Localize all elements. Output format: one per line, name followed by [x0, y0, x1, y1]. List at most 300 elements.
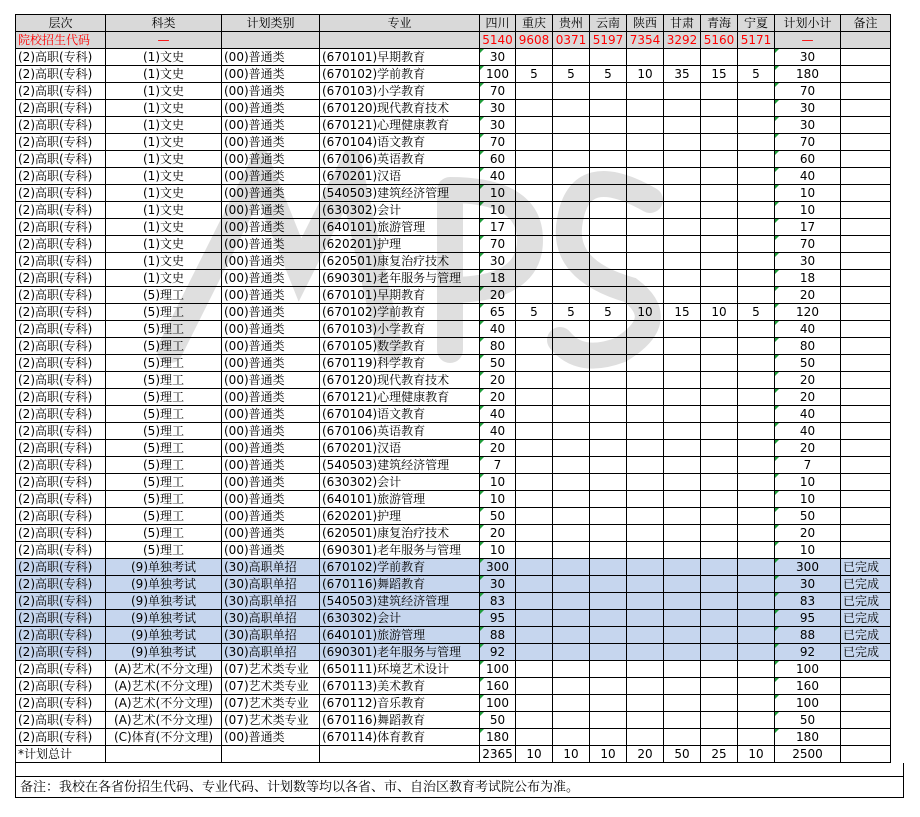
table-cell[interactable]: (690301)老年服务与管理 [320, 644, 480, 661]
table-cell[interactable] [627, 661, 664, 678]
table-cell[interactable]: 70 [775, 83, 841, 100]
table-cell[interactable]: 20 [480, 287, 516, 304]
table-cell[interactable]: 20 [775, 287, 841, 304]
table-cell[interactable] [664, 389, 701, 406]
table-cell[interactable]: (2)高职(专科) [16, 627, 106, 644]
table-cell[interactable] [516, 355, 553, 372]
table-cell[interactable] [841, 253, 891, 270]
table-cell[interactable]: (30)高职单招 [222, 644, 320, 661]
table-cell[interactable] [516, 508, 553, 525]
table-cell[interactable]: 15 [664, 304, 701, 321]
table-cell[interactable]: 50 [664, 746, 701, 763]
table-cell[interactable]: 10 [775, 542, 841, 559]
table-cell[interactable]: 10 [480, 474, 516, 491]
table-cell[interactable]: (5)理工 [106, 508, 222, 525]
table-cell[interactable] [738, 525, 775, 542]
table-cell[interactable]: (00)普通类 [222, 117, 320, 134]
table-cell[interactable]: (2)高职(专科) [16, 678, 106, 695]
table-cell[interactable] [590, 729, 627, 746]
table-cell[interactable]: (1)文史 [106, 253, 222, 270]
table-cell[interactable]: (9)单独考试 [106, 610, 222, 627]
table-cell[interactable] [627, 355, 664, 372]
table-cell[interactable] [841, 151, 891, 168]
table-cell[interactable]: 40 [775, 406, 841, 423]
table-cell[interactable] [664, 83, 701, 100]
table-cell[interactable]: 5 [553, 66, 590, 83]
table-cell[interactable]: (670121)心理健康教育 [320, 389, 480, 406]
table-cell[interactable] [738, 372, 775, 389]
table-cell[interactable] [664, 678, 701, 695]
table-cell[interactable]: (2)高职(专科) [16, 440, 106, 457]
table-cell[interactable] [590, 695, 627, 712]
table-cell[interactable] [222, 32, 320, 49]
table-cell[interactable] [553, 355, 590, 372]
table-cell[interactable]: (1)文史 [106, 168, 222, 185]
table-cell[interactable]: (00)普通类 [222, 440, 320, 457]
table-cell[interactable] [553, 729, 590, 746]
table-cell[interactable]: 已完成 [841, 559, 891, 576]
table-cell[interactable] [590, 287, 627, 304]
table-cell[interactable] [738, 576, 775, 593]
table-cell[interactable]: 120 [775, 304, 841, 321]
table-cell[interactable] [553, 627, 590, 644]
table-cell[interactable]: 50 [480, 355, 516, 372]
table-cell[interactable] [516, 151, 553, 168]
table-cell[interactable] [627, 406, 664, 423]
table-cell[interactable]: 10 [480, 185, 516, 202]
table-cell[interactable]: (2)高职(专科) [16, 66, 106, 83]
table-cell[interactable] [516, 423, 553, 440]
table-cell[interactable]: 10 [738, 746, 775, 763]
table-cell[interactable] [516, 695, 553, 712]
table-cell[interactable] [664, 185, 701, 202]
table-cell[interactable] [701, 661, 738, 678]
table-cell[interactable]: (670116)舞蹈教育 [320, 576, 480, 593]
table-cell[interactable]: (00)普通类 [222, 355, 320, 372]
table-cell[interactable] [738, 83, 775, 100]
table-cell[interactable] [841, 542, 891, 559]
table-cell[interactable] [738, 185, 775, 202]
table-cell[interactable] [664, 321, 701, 338]
table-cell[interactable] [553, 406, 590, 423]
table-cell[interactable] [553, 712, 590, 729]
table-cell[interactable] [664, 525, 701, 542]
table-cell[interactable]: 5 [738, 66, 775, 83]
table-cell[interactable] [590, 576, 627, 593]
table-cell[interactable]: (5)理工 [106, 423, 222, 440]
table-cell[interactable]: (2)高职(专科) [16, 253, 106, 270]
table-cell[interactable]: 5140 [480, 32, 516, 49]
table-cell[interactable]: (2)高职(专科) [16, 202, 106, 219]
table-cell[interactable] [664, 100, 701, 117]
table-cell[interactable] [516, 338, 553, 355]
table-cell[interactable] [516, 100, 553, 117]
table-cell[interactable] [627, 83, 664, 100]
table-cell[interactable]: (5)理工 [106, 542, 222, 559]
table-cell[interactable]: (00)普通类 [222, 372, 320, 389]
table-cell[interactable] [664, 644, 701, 661]
table-cell[interactable]: (670114)体育教育 [320, 729, 480, 746]
table-cell[interactable] [590, 542, 627, 559]
table-cell[interactable]: (670201)汉语 [320, 168, 480, 185]
table-cell[interactable] [664, 151, 701, 168]
table-cell[interactable] [627, 202, 664, 219]
table-cell[interactable] [627, 134, 664, 151]
table-cell[interactable] [627, 321, 664, 338]
col-header-subtotal[interactable]: 计划小计 [775, 15, 841, 32]
col-header-shaanxi[interactable]: 陕西 [627, 15, 664, 32]
table-cell[interactable] [627, 627, 664, 644]
table-cell[interactable] [553, 270, 590, 287]
table-cell[interactable] [553, 457, 590, 474]
table-cell[interactable]: (A)艺术(不分文理) [106, 712, 222, 729]
table-cell[interactable]: 80 [480, 338, 516, 355]
table-cell[interactable]: 20 [480, 525, 516, 542]
table-cell[interactable] [553, 202, 590, 219]
table-cell[interactable] [590, 338, 627, 355]
table-cell[interactable] [841, 406, 891, 423]
table-cell[interactable]: (2)高职(专科) [16, 525, 106, 542]
table-cell[interactable]: (9)单独考试 [106, 576, 222, 593]
table-cell[interactable] [627, 712, 664, 729]
table-cell[interactable] [590, 661, 627, 678]
table-cell[interactable]: (00)普通类 [222, 270, 320, 287]
table-cell[interactable] [738, 661, 775, 678]
table-cell[interactable]: 92 [775, 644, 841, 661]
table-cell[interactable] [627, 610, 664, 627]
table-cell[interactable] [841, 202, 891, 219]
table-cell[interactable]: (1)文史 [106, 100, 222, 117]
table-cell[interactable] [627, 151, 664, 168]
table-cell[interactable]: (A)艺术(不分文理) [106, 661, 222, 678]
col-header-plan-type[interactable]: 计划类别 [222, 15, 320, 32]
table-cell[interactable] [320, 32, 480, 49]
table-cell[interactable] [664, 253, 701, 270]
table-cell[interactable]: (2)高职(专科) [16, 372, 106, 389]
table-cell[interactable]: 40 [480, 406, 516, 423]
table-cell[interactable] [664, 559, 701, 576]
table-cell[interactable]: 5197 [590, 32, 627, 49]
table-cell[interactable]: 17 [480, 219, 516, 236]
table-cell[interactable] [738, 168, 775, 185]
table-cell[interactable] [627, 491, 664, 508]
table-cell[interactable] [841, 100, 891, 117]
table-cell[interactable]: (00)普通类 [222, 49, 320, 66]
table-cell[interactable]: 20 [627, 746, 664, 763]
table-cell[interactable] [664, 406, 701, 423]
table-cell[interactable]: 88 [480, 627, 516, 644]
table-cell[interactable]: 83 [775, 593, 841, 610]
table-cell[interactable] [516, 219, 553, 236]
table-cell[interactable]: 30 [480, 117, 516, 134]
table-cell[interactable] [516, 287, 553, 304]
table-cell[interactable]: (670201)汉语 [320, 440, 480, 457]
table-cell[interactable] [627, 270, 664, 287]
table-cell[interactable]: 已完成 [841, 576, 891, 593]
table-cell[interactable] [590, 83, 627, 100]
table-cell[interactable] [516, 644, 553, 661]
table-cell[interactable] [841, 491, 891, 508]
table-cell[interactable]: (00)普通类 [222, 729, 320, 746]
table-cell[interactable] [553, 440, 590, 457]
table-cell[interactable] [590, 185, 627, 202]
table-cell[interactable] [841, 474, 891, 491]
table-cell[interactable] [590, 270, 627, 287]
table-cell[interactable]: (2)高职(专科) [16, 542, 106, 559]
table-cell[interactable]: (2)高职(专科) [16, 168, 106, 185]
table-cell[interactable]: 5171 [738, 32, 775, 49]
table-cell[interactable] [664, 661, 701, 678]
table-cell[interactable] [516, 440, 553, 457]
table-cell[interactable]: (2)高职(专科) [16, 593, 106, 610]
table-cell[interactable] [627, 576, 664, 593]
table-cell[interactable] [841, 389, 891, 406]
table-cell[interactable]: 5 [738, 304, 775, 321]
table-cell[interactable]: 20 [775, 372, 841, 389]
table-cell[interactable]: 30 [480, 576, 516, 593]
table-cell[interactable] [841, 168, 891, 185]
table-cell[interactable]: (30)高职单招 [222, 593, 320, 610]
table-cell[interactable]: (00)普通类 [222, 100, 320, 117]
table-cell[interactable] [516, 253, 553, 270]
table-cell[interactable]: 180 [480, 729, 516, 746]
table-cell[interactable] [664, 117, 701, 134]
table-cell[interactable]: (9)单独考试 [106, 627, 222, 644]
table-cell[interactable]: 95 [775, 610, 841, 627]
table-cell[interactable] [841, 134, 891, 151]
table-cell[interactable] [738, 219, 775, 236]
table-cell[interactable] [738, 695, 775, 712]
table-cell[interactable]: (540503)建筑经济管理 [320, 185, 480, 202]
table-cell[interactable] [516, 559, 553, 576]
table-cell[interactable] [841, 712, 891, 729]
table-cell[interactable]: (9)单独考试 [106, 559, 222, 576]
table-cell[interactable] [841, 117, 891, 134]
table-cell[interactable] [664, 729, 701, 746]
table-cell[interactable]: (5)理工 [106, 287, 222, 304]
table-cell[interactable] [590, 627, 627, 644]
table-cell[interactable] [627, 100, 664, 117]
table-cell[interactable]: (670116)舞蹈教育 [320, 712, 480, 729]
table-cell[interactable] [553, 83, 590, 100]
table-cell[interactable] [516, 168, 553, 185]
table-cell[interactable] [701, 440, 738, 457]
table-cell[interactable] [664, 134, 701, 151]
table-cell[interactable] [590, 202, 627, 219]
table-cell[interactable] [841, 355, 891, 372]
table-cell[interactable] [516, 542, 553, 559]
table-cell[interactable]: 50 [480, 712, 516, 729]
table-cell[interactable] [627, 117, 664, 134]
table-cell[interactable]: 70 [775, 134, 841, 151]
table-cell[interactable] [841, 423, 891, 440]
table-cell[interactable] [553, 542, 590, 559]
table-cell[interactable] [841, 185, 891, 202]
table-cell[interactable]: 10 [590, 746, 627, 763]
table-cell[interactable]: (630302)会计 [320, 474, 480, 491]
table-cell[interactable]: (670106)英语教育 [320, 423, 480, 440]
table-cell[interactable] [553, 185, 590, 202]
table-cell[interactable]: 已完成 [841, 593, 891, 610]
table-cell[interactable] [516, 525, 553, 542]
table-cell[interactable] [738, 100, 775, 117]
table-cell[interactable]: 0371 [553, 32, 590, 49]
table-cell[interactable]: (5)理工 [106, 491, 222, 508]
table-cell[interactable] [590, 134, 627, 151]
table-cell[interactable]: (00)普通类 [222, 304, 320, 321]
table-cell[interactable] [553, 389, 590, 406]
table-cell[interactable] [738, 406, 775, 423]
table-cell[interactable] [841, 729, 891, 746]
table-cell[interactable]: (5)理工 [106, 372, 222, 389]
col-header-remarks[interactable]: 备注 [841, 15, 891, 32]
table-cell[interactable]: 10 [701, 304, 738, 321]
table-cell[interactable]: 160 [480, 678, 516, 695]
table-cell[interactable]: 40 [775, 321, 841, 338]
table-cell[interactable] [627, 338, 664, 355]
table-cell[interactable] [841, 338, 891, 355]
table-cell[interactable]: (2)高职(专科) [16, 661, 106, 678]
table-cell[interactable] [627, 440, 664, 457]
table-cell[interactable]: 20 [775, 389, 841, 406]
table-cell[interactable] [664, 508, 701, 525]
table-cell[interactable]: (620201)护理 [320, 236, 480, 253]
table-cell[interactable] [590, 491, 627, 508]
table-cell[interactable] [841, 236, 891, 253]
table-cell[interactable]: (2)高职(专科) [16, 389, 106, 406]
table-cell[interactable] [320, 746, 480, 763]
table-cell[interactable] [841, 661, 891, 678]
table-cell[interactable] [664, 423, 701, 440]
table-cell[interactable] [516, 491, 553, 508]
table-cell[interactable] [701, 270, 738, 287]
table-cell[interactable] [738, 134, 775, 151]
table-cell[interactable]: (2)高职(专科) [16, 270, 106, 287]
table-cell[interactable] [701, 100, 738, 117]
table-cell[interactable] [738, 627, 775, 644]
table-cell[interactable] [701, 406, 738, 423]
col-header-guizhou[interactable]: 贵州 [553, 15, 590, 32]
table-cell[interactable]: 30 [775, 253, 841, 270]
table-cell[interactable] [553, 610, 590, 627]
table-cell[interactable]: 100 [480, 66, 516, 83]
table-cell[interactable] [516, 270, 553, 287]
table-cell[interactable] [590, 610, 627, 627]
table-cell[interactable]: (00)普通类 [222, 542, 320, 559]
table-cell[interactable] [516, 729, 553, 746]
table-cell[interactable]: (690301)老年服务与管理 [320, 270, 480, 287]
table-cell[interactable] [701, 83, 738, 100]
table-cell[interactable]: (2)高职(专科) [16, 287, 106, 304]
table-cell[interactable]: (670102)学前教育 [320, 66, 480, 83]
table-cell[interactable]: 已完成 [841, 610, 891, 627]
table-cell[interactable] [701, 185, 738, 202]
table-cell[interactable]: (9)单独考试 [106, 644, 222, 661]
table-cell[interactable] [553, 117, 590, 134]
table-cell[interactable] [590, 253, 627, 270]
table-cell[interactable]: (670104)语文教育 [320, 134, 480, 151]
table-cell[interactable]: (5)理工 [106, 406, 222, 423]
table-cell[interactable] [590, 644, 627, 661]
table-cell[interactable] [553, 168, 590, 185]
table-cell[interactable]: (00)普通类 [222, 525, 320, 542]
table-cell[interactable]: (C)体育(不分文理) [106, 729, 222, 746]
table-cell[interactable]: (670105)数学教育 [320, 338, 480, 355]
table-cell[interactable]: 92 [480, 644, 516, 661]
table-cell[interactable] [738, 474, 775, 491]
table-cell[interactable] [553, 491, 590, 508]
table-cell[interactable] [738, 338, 775, 355]
table-cell[interactable]: (5)理工 [106, 355, 222, 372]
table-cell[interactable] [627, 219, 664, 236]
table-cell[interactable] [738, 457, 775, 474]
table-cell[interactable] [738, 644, 775, 661]
table-cell[interactable] [701, 134, 738, 151]
table-cell[interactable]: (2)高职(专科) [16, 491, 106, 508]
table-cell[interactable]: (1)文史 [106, 151, 222, 168]
table-cell[interactable]: (00)普通类 [222, 83, 320, 100]
col-header-ningxia[interactable]: 宁夏 [738, 15, 775, 32]
table-cell[interactable] [738, 270, 775, 287]
table-cell[interactable] [841, 525, 891, 542]
table-cell[interactable] [738, 389, 775, 406]
table-cell[interactable]: (00)普通类 [222, 406, 320, 423]
table-cell[interactable] [738, 542, 775, 559]
table-cell[interactable] [553, 100, 590, 117]
table-cell[interactable] [516, 406, 553, 423]
table-cell[interactable]: 10 [480, 491, 516, 508]
table-cell[interactable]: (00)普通类 [222, 508, 320, 525]
table-cell[interactable] [553, 508, 590, 525]
table-cell[interactable]: (5)理工 [106, 304, 222, 321]
table-cell[interactable] [841, 695, 891, 712]
table-cell[interactable]: (670101)早期教育 [320, 287, 480, 304]
table-cell[interactable] [516, 236, 553, 253]
table-cell[interactable]: 3292 [664, 32, 701, 49]
table-cell[interactable] [627, 168, 664, 185]
table-cell[interactable]: (1)文史 [106, 83, 222, 100]
table-cell[interactable] [627, 423, 664, 440]
table-cell[interactable] [222, 746, 320, 763]
table-cell[interactable] [841, 457, 891, 474]
table-cell[interactable]: (2)高职(专科) [16, 406, 106, 423]
table-cell[interactable] [738, 508, 775, 525]
table-cell[interactable]: (620501)康复治疗技术 [320, 253, 480, 270]
table-cell[interactable]: 80 [775, 338, 841, 355]
table-cell[interactable]: (2)高职(专科) [16, 100, 106, 117]
table-cell[interactable] [553, 593, 590, 610]
table-cell[interactable] [590, 321, 627, 338]
table-cell[interactable]: 30 [480, 253, 516, 270]
table-cell[interactable] [701, 389, 738, 406]
table-cell[interactable] [664, 576, 701, 593]
col-header-gansu[interactable]: 甘肃 [664, 15, 701, 32]
table-cell[interactable]: (30)高职单招 [222, 559, 320, 576]
table-cell[interactable] [841, 66, 891, 83]
table-cell[interactable]: 10 [480, 202, 516, 219]
col-header-subject[interactable]: 科类 [106, 15, 222, 32]
table-cell[interactable]: (2)高职(专科) [16, 338, 106, 355]
table-cell[interactable]: (670102)学前教育 [320, 304, 480, 321]
table-cell[interactable] [516, 661, 553, 678]
table-cell[interactable] [590, 474, 627, 491]
table-cell[interactable]: (670103)小学教育 [320, 83, 480, 100]
table-cell[interactable] [701, 627, 738, 644]
table-cell[interactable]: 15 [701, 66, 738, 83]
table-cell[interactable]: (00)普通类 [222, 236, 320, 253]
table-cell[interactable] [590, 525, 627, 542]
table-cell[interactable]: (670106)英语教育 [320, 151, 480, 168]
